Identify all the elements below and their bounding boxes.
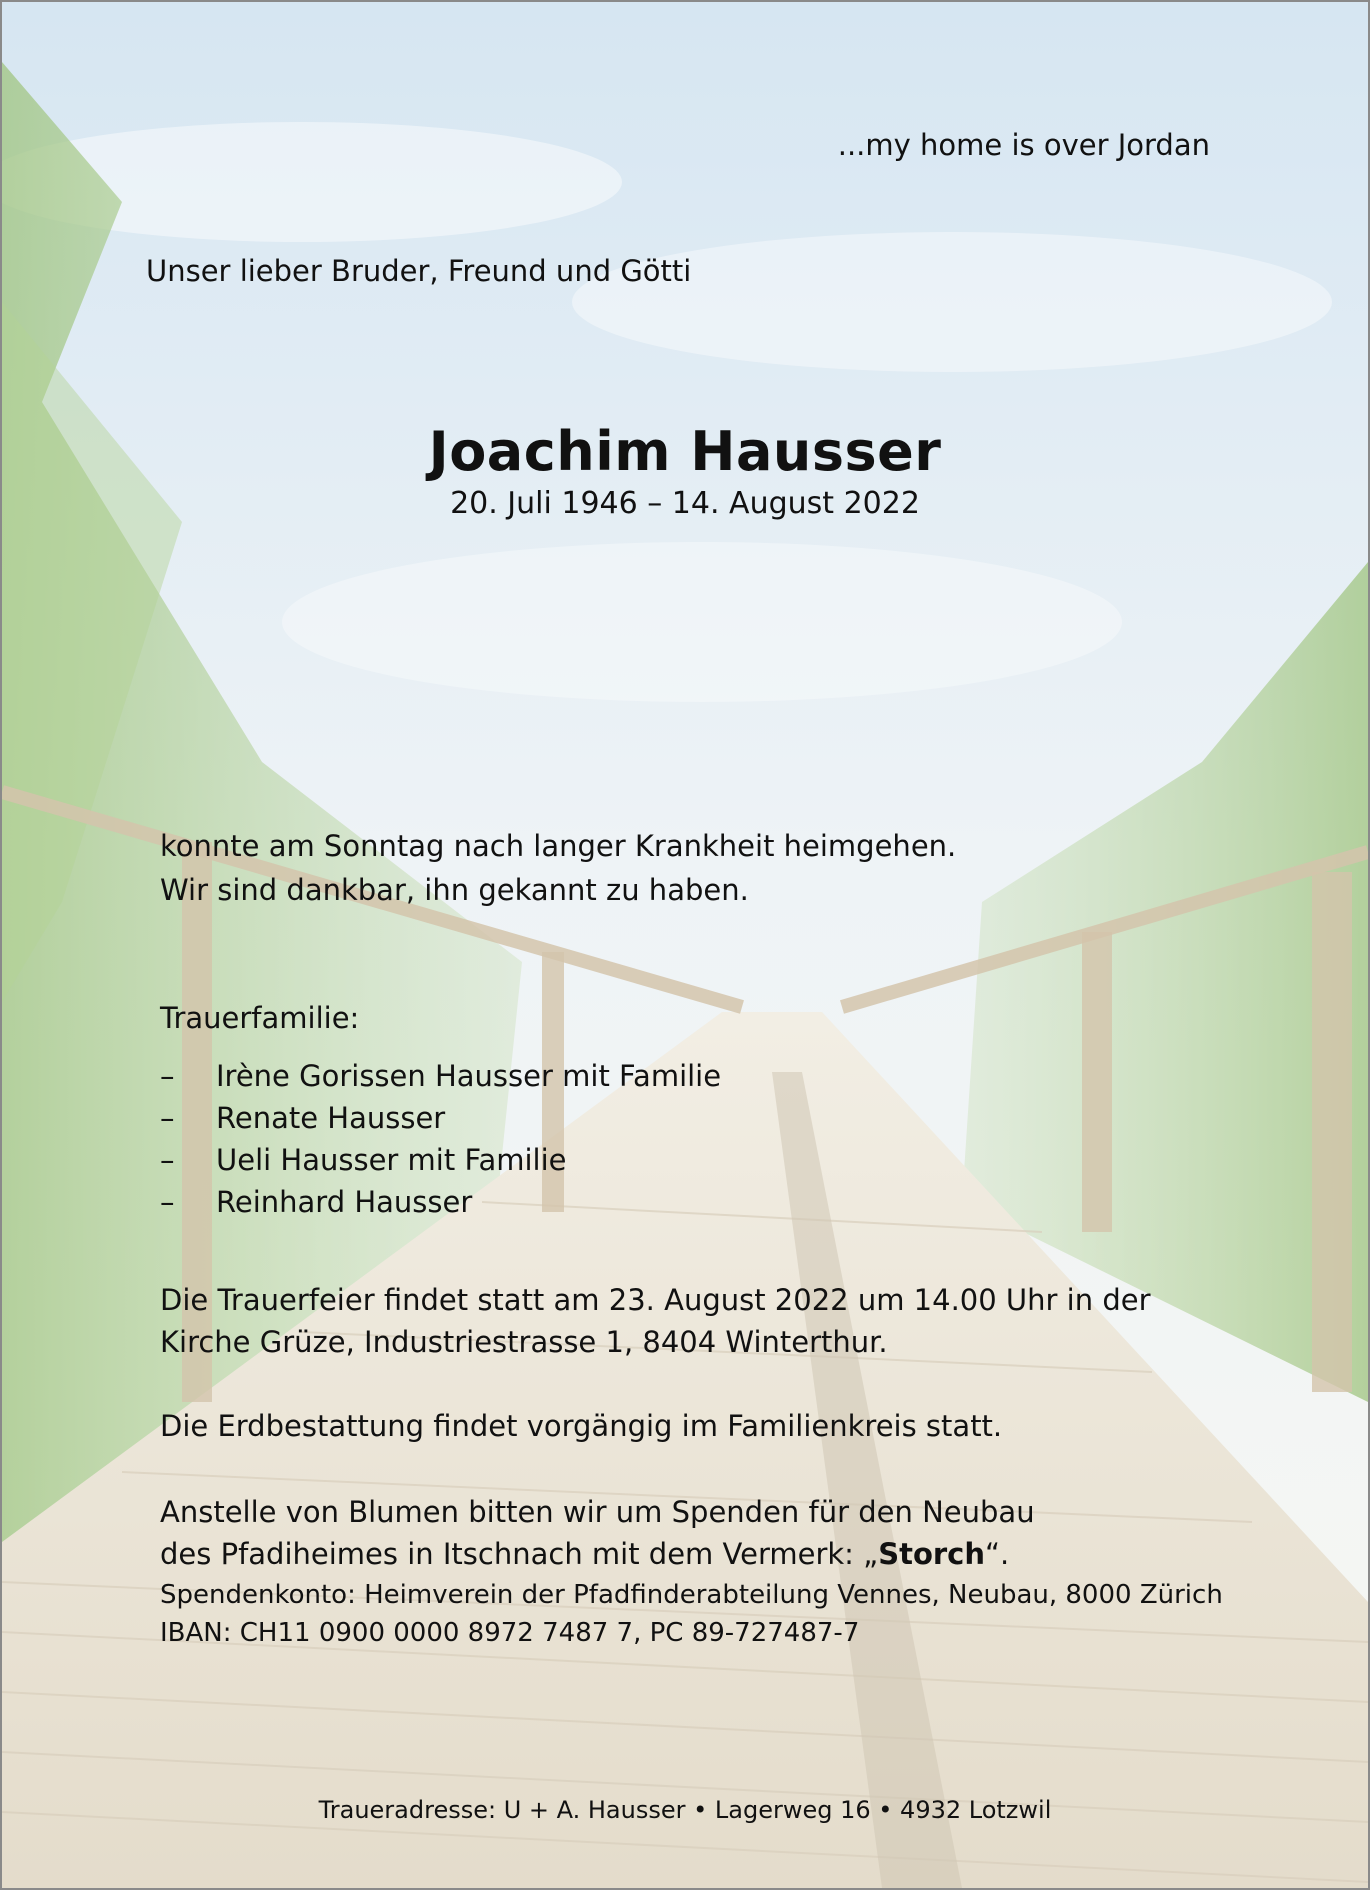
list-dash: – (160, 1059, 175, 1093)
message-line-2: Wir sind dankbar, ihn gekannt zu haben. (160, 873, 749, 907)
family-member (160, 1138, 567, 1182)
donation-line-2 (160, 1532, 1009, 1576)
mourning-address: Traueradresse: U + A. Hausser • Lagerweg 16 • 4932 Lotzwil (318, 1796, 1052, 1824)
family-heading: Trauerfamilie: (160, 1001, 360, 1035)
family-member-name: Reinhard Hausser (216, 1185, 473, 1219)
family-member-name: Ueli Hausser mit Familie (216, 1143, 567, 1177)
message-line-1: konnte am Sonntag nach langer Krankheit heimgehen. (160, 829, 957, 863)
donation-suffix: “. (985, 1537, 1010, 1571)
ceremony-line-2: Kirche Grüze, Industriestrasse 1, 8404 Winterthur. (160, 1325, 888, 1359)
family-member (160, 1054, 721, 1098)
burial-note: Die Erdbestattung findet vorgängig im Familienkreis statt. (160, 1409, 1003, 1443)
ceremony-line-1: Die Trauerfeier findet statt am 23. August 2022 um 14.00 Uhr in der (160, 1283, 1151, 1317)
deceased-name: Joachim Hausser (428, 420, 942, 483)
list-dash: – (160, 1143, 175, 1177)
family-member (160, 1180, 472, 1224)
list-dash: – (160, 1101, 175, 1135)
donation-iban: IBAN: CH11 0900 0000 8972 7487 7, PC 89-727487-7 (160, 1618, 860, 1648)
donation-prefix: des Pfadiheimes in Itschnach mit dem Vermerk: „ (160, 1537, 879, 1571)
intro-line: Unser lieber Bruder, Freund und Götti (146, 254, 692, 288)
donation-keyword: Storch (878, 1537, 986, 1571)
motto: ...my home is over Jordan (837, 128, 1210, 162)
donation-line-1: Anstelle von Blumen bitten wir um Spenden für den Neubau (160, 1495, 1035, 1529)
family-member (160, 1096, 445, 1140)
donation-account: Spendenkonto: Heimverein der Pfadfinderabteilung Vennes, Neubau, 8000 Zürich (160, 1580, 1223, 1610)
list-dash: – (160, 1185, 175, 1219)
family-member-name: Irène Gorissen Hausser mit Familie (216, 1059, 722, 1093)
family-member-name: Renate Hausser (216, 1101, 446, 1135)
life-dates: 20. Juli 1946 – 14. August 2022 (450, 486, 920, 521)
